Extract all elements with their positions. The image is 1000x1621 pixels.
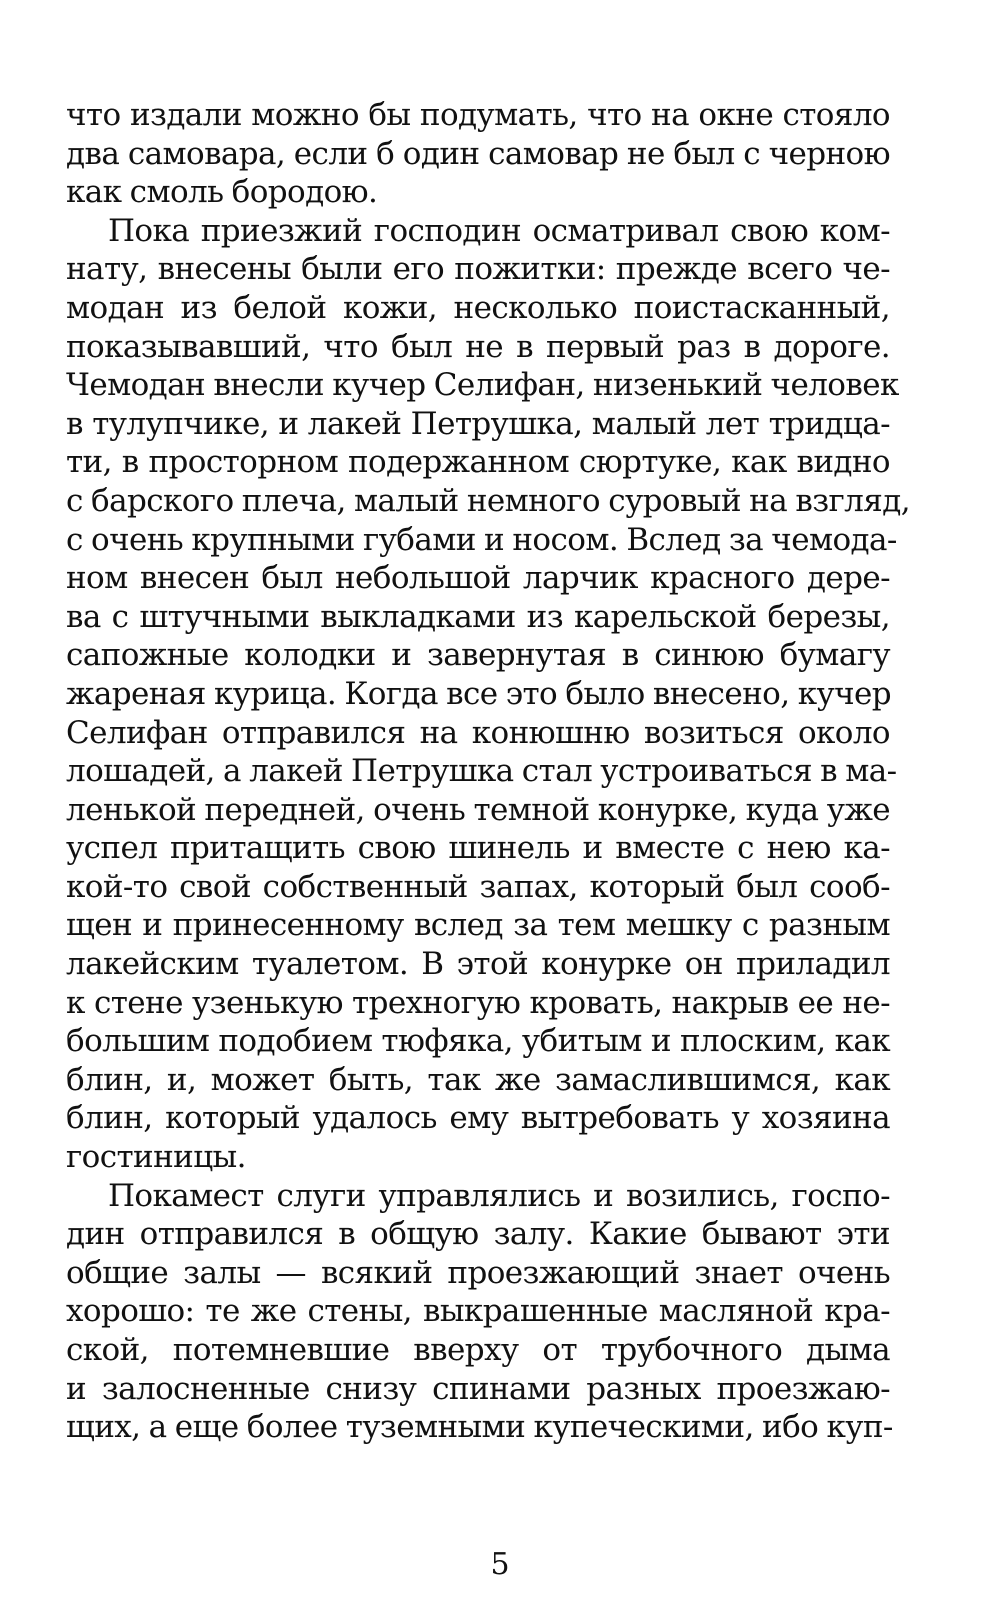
- text-line: и залосненные снизу спинами разных проезжаю-: [66, 1370, 890, 1407]
- text-line: Чемодан внесли кучер Селифан, низенький человек: [66, 367, 899, 404]
- text-line: с очень крупными губами и носом. Вслед за чемода-: [66, 521, 897, 558]
- text-line: два самовара, если б один самовар не был с черною: [66, 135, 890, 172]
- text-line: Селифан отправился на конюшню возиться около: [66, 714, 890, 751]
- text-line: успел притащить свою шинель и вместе с нею ка-: [66, 830, 890, 867]
- text-line: ти, в просторном подержанном сюртуке, как видно: [66, 444, 890, 481]
- text-line: кой-то свой собственный запах, который был сооб-: [66, 868, 890, 905]
- text-line: гостиницы.: [66, 1139, 246, 1176]
- text-line: щен и принесенному вслед за тем мешку с разным: [66, 907, 890, 944]
- text-line: нату, внесены были его пожитки: прежде всего че-: [66, 251, 890, 288]
- text-line: Пока приезжий господин осматривал свою ком-: [108, 212, 890, 249]
- text-line: большим подобием тюфяка, убитым и плоским, как: [66, 1023, 890, 1060]
- text-line: хорошо: те же стены, выкрашенные масляной кра-: [66, 1293, 890, 1330]
- text-line: ской, потемневшие вверху от трубочного дыма: [66, 1332, 890, 1368]
- text-line: дин отправился в общую залу. Какие бывают эти: [66, 1216, 890, 1253]
- text-line: ва с штучными выкладками из карельской березы,: [66, 598, 890, 635]
- text-line: лошадей, а лакей Петрушка стал устроиваться в ма-: [66, 753, 897, 790]
- text-line: блин, и, может быть, так же замаслившимся, как: [66, 1061, 890, 1098]
- text-line: с барского плеча, малый немного суровый на взгляд,: [66, 482, 910, 519]
- text-line: жареная курица. Когда все это было внесено, кучер: [66, 675, 892, 712]
- text-body: [66, 96, 910, 1447]
- text-line: ленькой передней, очень темной конурке, куда уже: [66, 791, 890, 828]
- text-line: как смоль бородою.: [66, 174, 378, 211]
- text-line: к стене узенькую трехногую кровать, накрыв ее не-: [66, 984, 890, 1021]
- text-line: блин, который удалось ему вытребовать у хозяина: [66, 1100, 890, 1137]
- text-line: щих, а еще более туземными купеческими, ибо куп-: [66, 1409, 893, 1446]
- text-line: модан из белой кожи, несколько поистасканный,: [66, 289, 890, 326]
- text-line: показывавший, что был не в первый раз в дороге.: [66, 328, 890, 365]
- text-line: в тулупчике, и лакей Петрушка, малый лет тридца-: [66, 405, 890, 442]
- text-line: сапожные колодки и завернутая в синюю бумагу: [66, 637, 890, 674]
- text-line: ном внесен был небольшой ларчик красного дере-: [66, 560, 890, 597]
- text-line: общие залы — всякий проезжающий знает очень: [66, 1254, 890, 1291]
- page-number: 5: [490, 1547, 510, 1582]
- text-line: лакейским туалетом. В этой конурке он приладил: [66, 946, 890, 983]
- text-line: что издали можно бы подумать, что на окне стояло: [66, 97, 890, 133]
- text-line: Покамест слуги управлялись и возились, госпо-: [108, 1177, 890, 1214]
